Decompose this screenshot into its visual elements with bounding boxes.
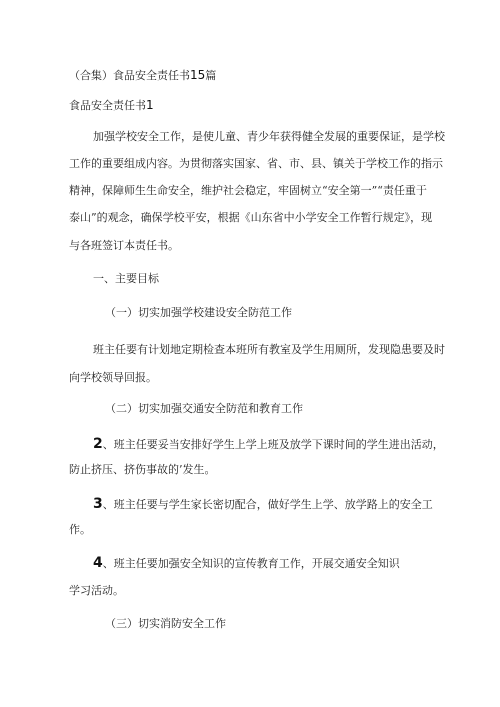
item4-line-1 bbox=[93, 556, 400, 571]
item4-line-2: 学习活动。 bbox=[69, 584, 124, 597]
sub1-para-line-1: 班主任要有计划地定期检查本班所有教室及学生用厕所，发现隐患要及时 bbox=[93, 343, 445, 356]
section-title-text: 食品安全责任书 bbox=[69, 99, 146, 112]
document-title-count: 15 bbox=[190, 68, 206, 82]
item3-text: 、班主任要与学生家长密切配合，做好学生上学、放学路上的安全工 bbox=[102, 498, 433, 511]
section-title bbox=[69, 98, 154, 113]
sub1-para-line-2: 向学校领导回报。 bbox=[69, 371, 157, 384]
intro-line-5: 与各班签订本责任书。 bbox=[69, 239, 179, 252]
section1-heading: 一、主要目标 bbox=[93, 272, 159, 285]
sub3-heading: （三）切实消防安全工作 bbox=[105, 617, 226, 630]
intro-line-1: 加强学校安全工作，是使儿童、青少年获得健全发展的重要保证，是学校 bbox=[93, 130, 445, 143]
item2-line-2: 防止挤压、挤伤事故的’发生。 bbox=[69, 463, 216, 476]
document-title bbox=[69, 68, 216, 83]
item3-line-2: 作。 bbox=[69, 523, 91, 536]
item2-text: 、班主任要妥当安排好学生上学上班及放学下课时间的学生进出活动， bbox=[102, 438, 444, 451]
item2-line-1 bbox=[93, 437, 444, 452]
item4-number: 4 bbox=[93, 555, 103, 571]
intro-line-2: 工作的重要组成内容。为贯彻落实国家、省、市、县、镇关于学校工作的指示 bbox=[69, 157, 443, 170]
section-title-number: 1 bbox=[146, 98, 154, 112]
item4-text: 、班主任要加强安全知识的宣传教育工作，开展交通安全知识 bbox=[102, 557, 400, 570]
item3-number: 3 bbox=[93, 496, 103, 512]
item2-number: 2 bbox=[93, 436, 103, 452]
sub2-heading: （二）切实加强交通安全防范和教育工作 bbox=[105, 402, 303, 415]
document-title-text: （合集）食品安全责任书 bbox=[69, 69, 190, 82]
intro-line-4: 泰山”的观念，确保学校平安，根据《山东省中小学安全工作暂行规定》，现 bbox=[69, 211, 433, 224]
sub1-heading: （一）切实加强学校建设安全防范工作 bbox=[105, 306, 292, 319]
document-title-suffix: 篇 bbox=[205, 69, 217, 82]
item3-line-1 bbox=[93, 497, 433, 512]
intro-line-3: 精神，保障师生生命安全，维护社会稳定，牢固树立“安全第一”“责任重于 bbox=[69, 184, 427, 197]
